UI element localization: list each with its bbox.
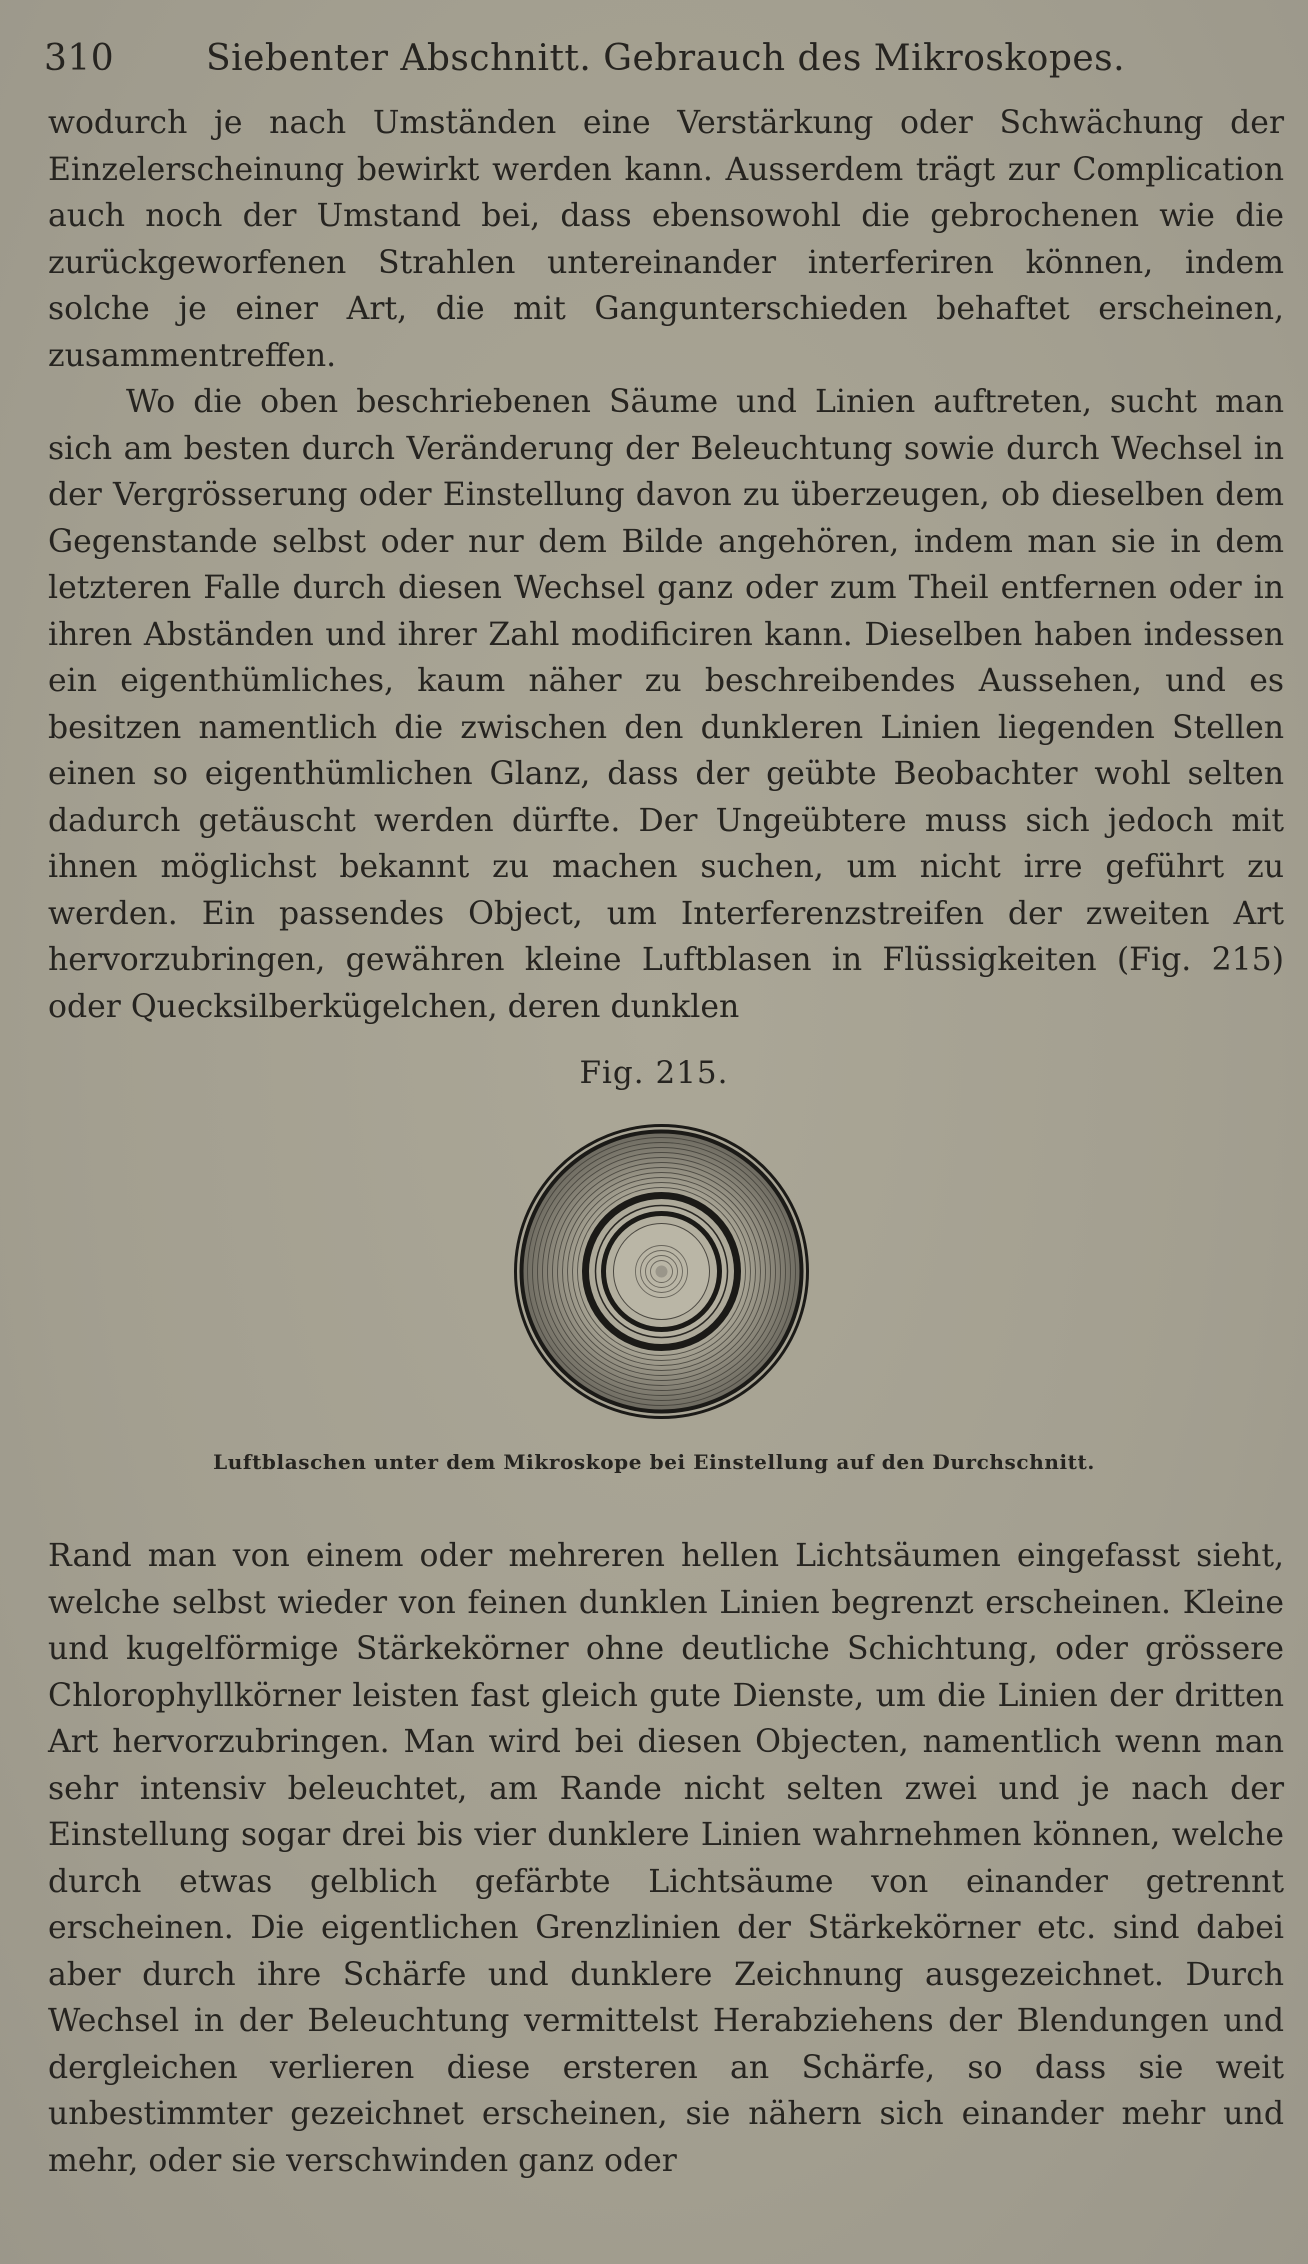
figure-air-bubble-illustration [513,1123,810,1420]
running-title: Siebenter Abschnitt. Gebrauch des Mikroskopes. [205,38,1126,79]
body-text-bottom [48,1533,1284,2184]
page-number: 310 [44,38,115,79]
page-header [44,38,1284,88]
figure-caption: Luftblaschen unter dem Mikroskope bei Einstellung auf den Durchschnitt. [213,1450,1095,1474]
paragraph-continuation: wodurch je nach Umständen eine Verstärkung oder Schwächung der Einzelerscheinung bewirkt werden kann. Ausserdem trägt zur Complication auch noch der Umstand bei, dass ebensowohl die gebrochenen wie die zurückgeworfenen Strahlen untereinander interferiren können, indem solche je einer Art, die mit Gangunterschieden behaftet erscheinen, zusammentreffen. [48,105,1284,374]
paragraph-interference-lines: Wo die oben beschriebenen Säume und Linien auftreten, sucht man sich am besten durch Veränderung der Beleuchtung sowie durch Wechsel in der Vergrösserung oder Einstellung davon zu überzeugen, ob dieselben dem Gegenstande selbst oder nur dem Bilde angehören, indem man sie in dem letzteren Falle durch diesen Wechsel ganz oder zum Theil entfernen oder in ihren Abständen und ihrer Zahl modificiren kann. Dieselben haben indessen ein eigenthümliches, kaum näher zu beschreibendes Aussehen, und es besitzen namentlich die zwischen den dunkleren Linien liegenden Stellen einen so eigenthümlichen Glanz, dass der geübte Beobachter wohl selten dadurch getäuscht werden dürfte. Der Ungeübtere muss sich jedoch mit ihnen möglichst bekannt zu machen suchen, um nicht irre geführt zu werden. Ein passendes Object, um Interferenzstreifen der zweiten Art hervorzubringen, gewähren kleine Luftblasen in Flüssigkeiten (Fig. 215) oder Quecksilberkügelchen, deren dunklen [48,384,1284,1025]
figure-label: Fig. 215. [579,1055,729,1091]
body-text-top [48,100,1284,1030]
paragraph-starch-grains: Rand man von einem oder mehreren hellen Lichtsäumen eingefasst sieht, welche selbst wieder von feinen dunklen Linien begrenzt erscheinen. Kleine und kugelförmige Stärkekörner ohne deutliche Schichtung, oder grössere Chlorophyllkörner leisten fast gleich gute Dienste, um die Linien der dritten Art hervorzubringen. Man wird bei diesen Objecten, namentlich wenn man sehr intensiv beleuchtet, am Rande nicht selten zwei und je nach der Einstellung sogar drei bis vier dunklere Linien wahrnehmen können, welche durch etwas gelblich gefärbte Lichtsäume von einander getrennt erscheinen. Die eigentlichen Grenzlinien der Stärkekörner etc. sind dabei aber durch ihre Schärfe und dunklere Zeichnung ausgezeichnet. Durch Wechsel in der Beleuchtung vermittelst Herabziehens der Blendungen und dergleichen verlieren diese ersteren an Schärfe, so dass sie weit unbestimmter gezeichnet erscheinen, sie nähern sich einander mehr und mehr, oder sie verschwinden ganz oder [48,1538,1284,2179]
